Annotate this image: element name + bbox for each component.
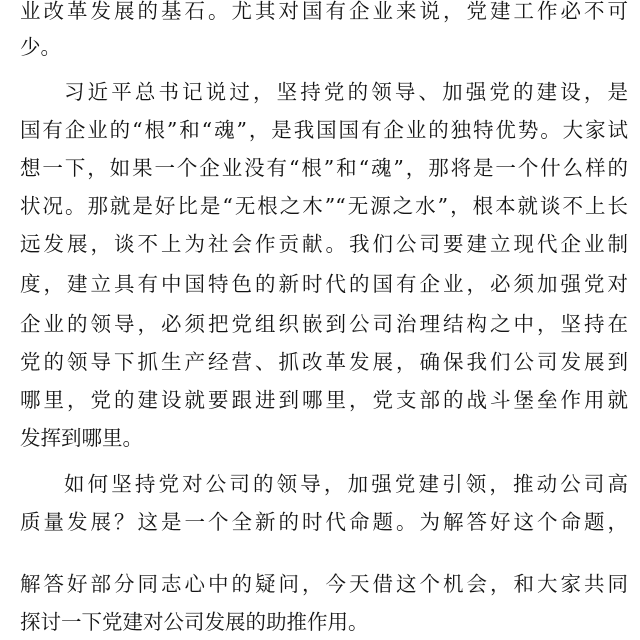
- text-line: 解答好部分同志心中的疑问，今天借这个机会，和大家共同: [20, 572, 628, 596]
- text-line: 状况。那就是好比是“无根之木”“无源之水”，根本就谈不上长: [20, 194, 628, 218]
- text-line: 远发展，谈不上为社会作贡献。我们公司要建立现代企业制: [20, 232, 628, 256]
- text-line: 质量发展？这是一个全新的时代命题。为解答好这个命题，: [20, 510, 628, 534]
- text-line: 企业的领导，必须把党组织嵌到公司治理结构之中，坚持在: [20, 312, 628, 336]
- text-line: 度，建立具有中国特色的新时代的国有企业，必须加强党对: [20, 272, 628, 296]
- text-line: 少。: [20, 35, 61, 59]
- text-line: 国有企业的“根”和“魂”，是我国国有企业的独特优势。大家试: [20, 118, 628, 142]
- text-line: 业改革发展的基石。尤其对国有企业来说，党建工作必不可: [20, 0, 628, 23]
- text-line: 党的领导下抓生产经营、抓改革发展，确保我们公司发展到: [20, 350, 628, 374]
- text-line: 哪里，党的建设就要跟进到哪里，党支部的战斗堡垒作用就: [20, 388, 628, 412]
- text-line: 探讨一下党建对公司发展的助推作用。: [20, 610, 369, 634]
- paragraph-first-line: 如何坚持党对公司的领导，加强党建引领，推动公司高: [64, 472, 628, 496]
- text-line: 想一下，如果一个企业没有“根”和“魂”，那将是一个什么样的: [20, 156, 628, 180]
- paragraph-first-line: 习近平总书记说过，坚持党的领导、加强党的建设，是: [64, 80, 628, 104]
- text-line: 发挥到哪里。: [20, 426, 143, 450]
